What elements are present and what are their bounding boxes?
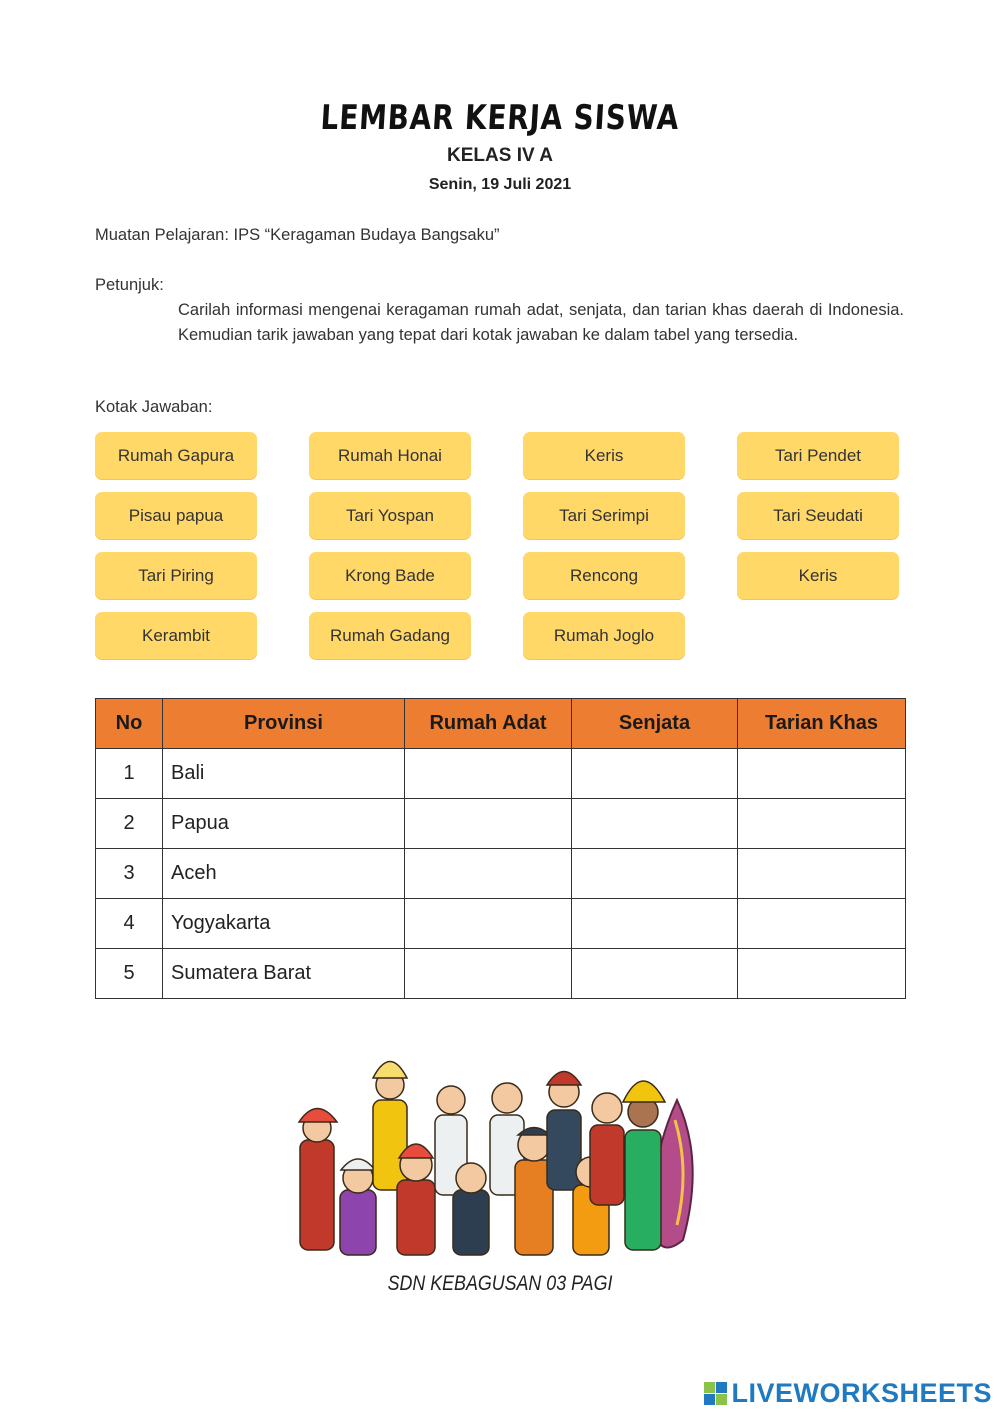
header-senjata: Senjata: [572, 699, 738, 749]
table-row: [96, 949, 906, 999]
row-number: 1: [96, 749, 163, 799]
drop-zone-rumah-adat[interactable]: [405, 849, 572, 899]
drop-zone-rumah-adat[interactable]: [405, 949, 572, 999]
drop-zone-rumah-adat[interactable]: [405, 899, 572, 949]
subject-line: Muatan Pelajaran: IPS “Keragaman Budaya Bangsaku”: [95, 226, 500, 244]
drop-zone-tarian-khas[interactable]: [738, 749, 906, 799]
answer-chip[interactable]: Tari Piring: [95, 552, 257, 599]
drop-zone-tarian-khas[interactable]: [738, 949, 906, 999]
province-name: Papua: [163, 799, 405, 849]
class-label: KELAS IV A: [447, 145, 553, 166]
school-name: SDN KEBAGUSAN 03 PAGI: [387, 1272, 613, 1295]
liveworksheets-brand: [704, 1378, 992, 1409]
row-number: 3: [96, 849, 163, 899]
row-number: 2: [96, 799, 163, 849]
header-tarian-khas: Tarian Khas: [738, 699, 906, 749]
drop-zone-senjata[interactable]: [572, 899, 738, 949]
table-row: [96, 749, 906, 799]
drop-zone-tarian-khas[interactable]: [738, 799, 906, 849]
answer-chip[interactable]: Rumah Gapura: [95, 432, 257, 479]
drop-zone-tarian-khas[interactable]: [738, 899, 906, 949]
liveworksheets-logo-icon: [704, 1382, 727, 1405]
drop-zone-rumah-adat[interactable]: [405, 749, 572, 799]
instructions-label: Petunjuk:: [95, 276, 164, 294]
answer-chip[interactable]: Rumah Joglo: [523, 612, 685, 659]
answer-chip[interactable]: Krong Bade: [309, 552, 471, 599]
answer-chip[interactable]: Tari Seudati: [737, 492, 899, 539]
table-header-row: [96, 699, 906, 749]
instructions-text: Carilah informasi mengenai keragaman rumah adat, senjata, dan tarian khas daerah di Indonesia. Kemudian tarik jawaban yang tepat dari kotak jawaban ke dalam tabel yang tersedia.: [178, 301, 904, 344]
answer-chip[interactable]: Kerambit: [95, 612, 257, 659]
drop-zone-senjata[interactable]: [572, 749, 738, 799]
answer-table: [95, 698, 906, 999]
drop-zone-senjata[interactable]: [572, 799, 738, 849]
answer-chip[interactable]: Tari Serimpi: [523, 492, 685, 539]
drop-zone-rumah-adat[interactable]: [405, 799, 572, 849]
answer-box-label: Kotak Jawaban:: [95, 398, 213, 416]
answer-chip[interactable]: Rencong: [523, 552, 685, 599]
answer-chip[interactable]: Tari Pendet: [737, 432, 899, 479]
province-name: Aceh: [163, 849, 405, 899]
header-provinsi: Provinsi: [163, 699, 405, 749]
illustration-svg: [285, 1040, 715, 1265]
province-name: Bali: [163, 749, 405, 799]
answer-chip[interactable]: Tari Yospan: [309, 492, 471, 539]
province-name: Yogyakarta: [163, 899, 405, 949]
header-no: No: [96, 699, 163, 749]
drop-zone-senjata[interactable]: [572, 849, 738, 899]
worksheet-date: Senin, 19 Juli 2021: [428, 176, 572, 193]
children-traditional-costume-illustration: [285, 1040, 715, 1265]
liveworksheets-brand-text: LIVEWORKSHEETS: [731, 1378, 992, 1408]
row-number: 4: [96, 899, 163, 949]
answer-chip[interactable]: Pisau papua: [95, 492, 257, 539]
table-row: [96, 849, 906, 899]
table-row: [96, 899, 906, 949]
header-rumah-adat: Rumah Adat: [405, 699, 572, 749]
drop-zone-senjata[interactable]: [572, 949, 738, 999]
province-name: Sumatera Barat: [163, 949, 405, 999]
drop-zone-tarian-khas[interactable]: [738, 849, 906, 899]
worksheet-title: LEMBAR KERJA SISWA: [319, 98, 681, 138]
answer-chip[interactable]: Rumah Honai: [309, 432, 471, 479]
answer-chip[interactable]: Keris: [737, 552, 899, 599]
row-number: 5: [96, 949, 163, 999]
answer-chip[interactable]: Keris: [523, 432, 685, 479]
table-row: [96, 799, 906, 849]
answer-chip[interactable]: Rumah Gadang: [309, 612, 471, 659]
